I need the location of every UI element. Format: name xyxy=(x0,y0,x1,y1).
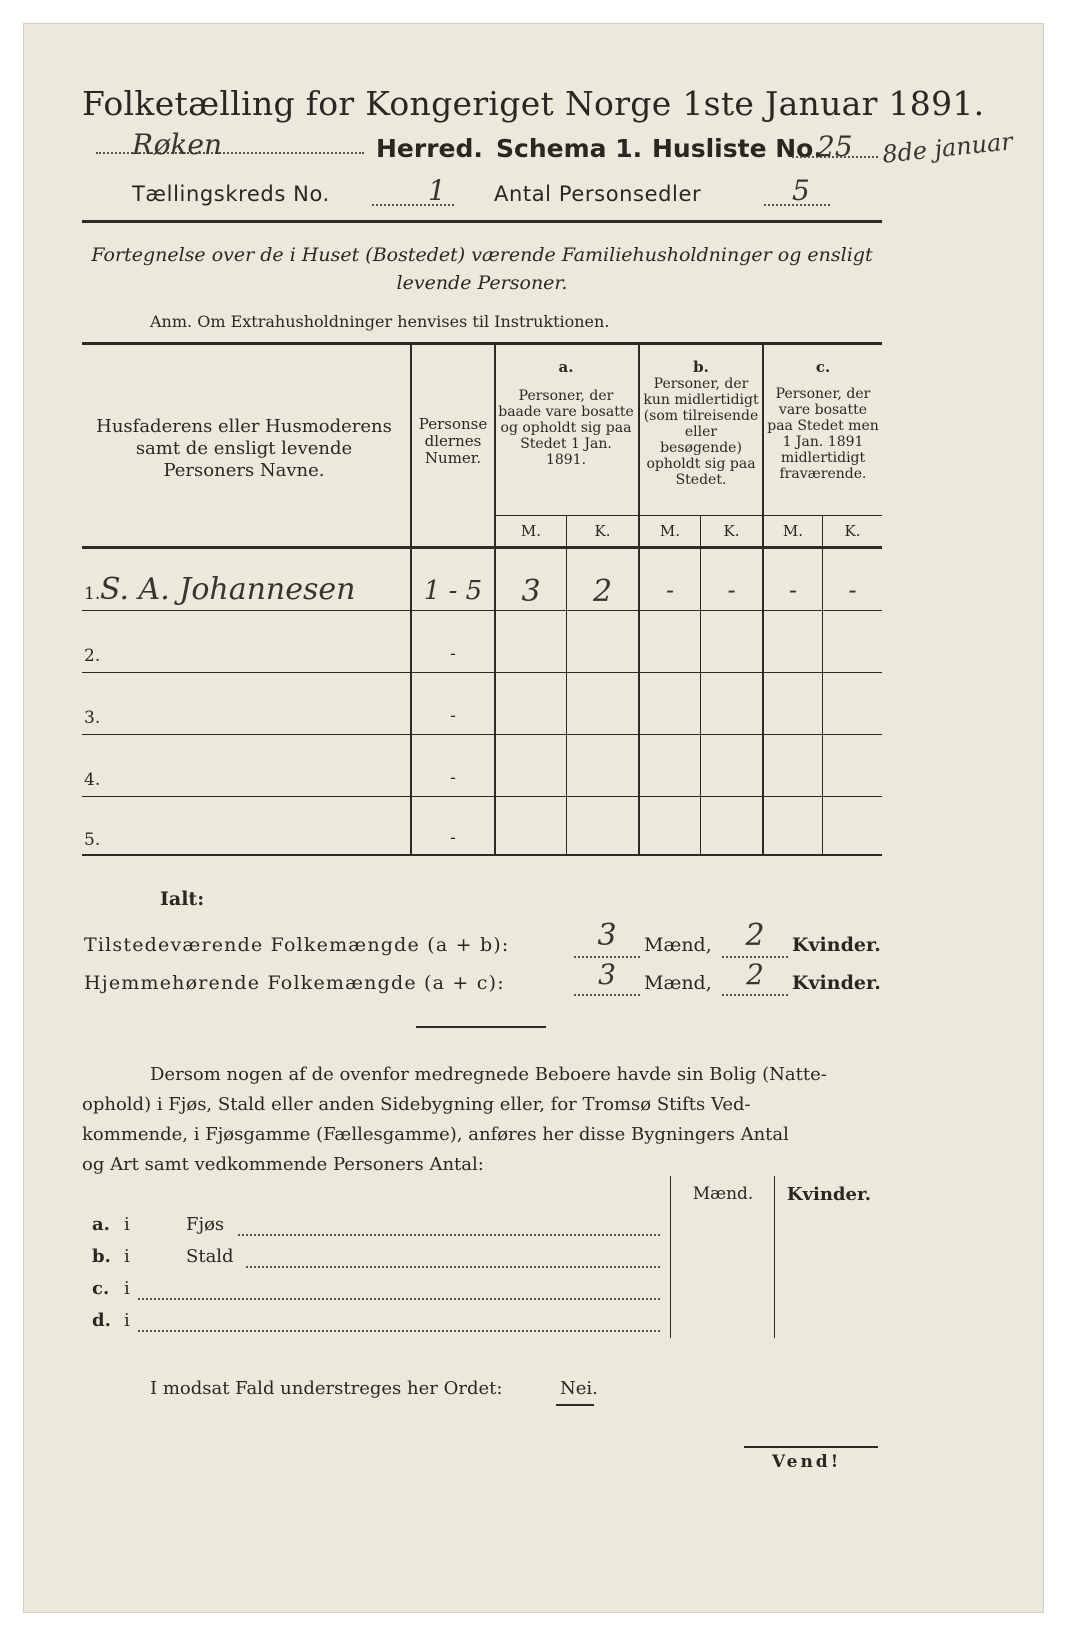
row-1-numer: 1 - 5 xyxy=(423,576,483,606)
personsedler-value: 5 xyxy=(792,174,810,207)
buildings-maend-header: Mænd. xyxy=(692,1184,754,1204)
a-k-label: K. xyxy=(594,522,611,540)
herred-label: Herred. xyxy=(376,134,483,163)
building-d-letter: d. xyxy=(92,1310,111,1331)
building-b-dots xyxy=(246,1266,660,1268)
header-rule xyxy=(82,220,882,223)
col-header-names: Husfaderens eller Husmoderens samt de ensligt levende Personers Navne. xyxy=(96,416,392,481)
tilstede-label: Tilstedeværende Folkemængde (a + b): xyxy=(84,934,510,956)
nei-word: Nei. xyxy=(560,1378,598,1399)
census-form-page xyxy=(23,23,1044,1613)
row-5-number: 5. xyxy=(84,830,101,850)
row-rule-1 xyxy=(82,610,882,611)
c-k-label: K. xyxy=(844,522,861,540)
form-title: Folketælling for Kongeriget Norge 1ste Januar 1891. xyxy=(82,84,985,123)
col-b-letter: b. xyxy=(693,358,709,376)
anm-note: Anm. Om Extrahusholdninger henvises til Instruktionen. xyxy=(150,312,610,331)
row-rule-3 xyxy=(82,734,882,735)
buildings-para-1: Dersom nogen af de ovenfor medregnede Beboere havde sin Bolig (Natte- xyxy=(150,1064,827,1085)
husliste-value: 25 xyxy=(817,130,853,163)
herred-value: Røken xyxy=(132,128,223,161)
hjemme-kvinder: 2 xyxy=(746,958,764,991)
mk-subheader-rule xyxy=(494,515,882,516)
b-k-label: K. xyxy=(723,522,740,540)
hjemme-kvinder-line xyxy=(722,994,788,996)
row-rule-2 xyxy=(82,672,882,673)
col-b-text: Personer, der kun midlertidigt (som tilreisende eller besøgende) opholdt sig paa Stedet. xyxy=(643,376,759,488)
row-1-a-k: 2 xyxy=(592,574,613,609)
vend-text: Vend! xyxy=(772,1452,842,1472)
table-bottom-rule xyxy=(82,854,882,856)
hjemme-label: Hjemmehørende Folkemængde (a + c): xyxy=(84,972,505,994)
hjemme-kvinder-label: Kvinder. xyxy=(792,972,881,994)
building-a-prep: i xyxy=(124,1214,130,1235)
buildings-para-4: og Art samt vedkommende Personers Antal: xyxy=(82,1154,484,1175)
tilstede-maend: 3 xyxy=(597,918,617,953)
col-line-b-mk xyxy=(700,516,701,854)
building-a-label: Fjøs xyxy=(186,1214,225,1235)
row-1-b-m: - xyxy=(665,576,675,604)
kreds-value: 1 xyxy=(428,174,446,207)
schema-label: Schema 1. xyxy=(496,134,643,163)
intro-line-1: Fortegnelse over de i Huset (Bostedet) værende Familiehusholdninger og ensligt xyxy=(91,244,873,266)
col-a-text: Personer, der baade vare bosatte og opholdt sig paa Stedet 1 Jan. 1891. xyxy=(498,388,634,468)
building-b-letter: b. xyxy=(92,1246,111,1267)
col-line-c-mk xyxy=(822,516,823,854)
row-3-numer: - xyxy=(450,706,456,726)
building-b-label: Stald xyxy=(186,1246,234,1267)
col-c-text: Personer, der vare bosatte paa Stedet men 1 Jan. 1891 midlertidigt fraværende. xyxy=(767,386,879,482)
building-a-letter: a. xyxy=(92,1214,110,1235)
vend-rule xyxy=(744,1446,878,1448)
tilstede-kvinder: 2 xyxy=(745,918,765,953)
building-c-letter: c. xyxy=(92,1278,110,1299)
row-1-c-m: - xyxy=(788,576,798,604)
col-header-numer: Personsedlernes Numer. xyxy=(418,415,488,467)
col-line-a-mk xyxy=(566,516,567,854)
hjemme-maend-line xyxy=(574,994,640,996)
col-c-letter: c. xyxy=(815,358,831,376)
intro-line-2: levende Personer. xyxy=(396,272,568,294)
row-1-number: 1. xyxy=(84,584,101,604)
row-2-number: 2. xyxy=(84,646,101,666)
building-d-prep: i xyxy=(124,1310,130,1331)
building-a-dots xyxy=(238,1234,660,1236)
section-divider xyxy=(416,1026,546,1028)
ialt-label: Ialt: xyxy=(160,888,205,910)
nei-underline xyxy=(556,1404,594,1406)
row-1-b-k: - xyxy=(727,576,736,604)
col-a-letter: a. xyxy=(558,358,574,376)
hjemme-maend: 3 xyxy=(598,958,616,991)
tilstede-maend-label: Mænd, xyxy=(644,934,712,956)
building-d-dots xyxy=(138,1330,660,1332)
tilstede-kvinder-label: Kvinder. xyxy=(792,934,881,956)
buildings-kvinder-header: Kvinder. xyxy=(786,1184,872,1205)
husliste-note: 8de januar xyxy=(880,127,1015,169)
a-m-label: M. xyxy=(520,522,542,540)
personsedler-label: Antal Personsedler xyxy=(494,182,702,206)
modsat-text: I modsat Fald understreges her Ordet: xyxy=(150,1378,503,1399)
building-c-prep: i xyxy=(124,1278,130,1299)
row-4-number: 4. xyxy=(84,770,101,790)
row-4-numer: - xyxy=(450,768,456,788)
building-c-dots xyxy=(138,1298,660,1300)
buildings-para-3: kommende, i Fjøsgamme (Fællesgamme), anføres her disse Bygningers Antal xyxy=(82,1124,789,1145)
buildings-col-line-1 xyxy=(670,1176,671,1338)
row-rule-4 xyxy=(82,796,882,797)
row-2-numer: - xyxy=(450,644,456,664)
row-1-name: S. A. Johannesen xyxy=(100,572,356,607)
building-b-prep: i xyxy=(124,1246,130,1267)
row-3-number: 3. xyxy=(84,708,101,728)
row-1-a-m: 3 xyxy=(521,574,541,609)
c-m-label: M. xyxy=(782,522,804,540)
kreds-label: Tællingskreds No. xyxy=(132,182,330,206)
buildings-col-line-2 xyxy=(774,1176,775,1338)
hjemme-maend-label: Mænd, xyxy=(644,972,712,994)
b-m-label: M. xyxy=(659,522,681,540)
husliste-label: Husliste No. xyxy=(652,134,823,163)
buildings-para-2: ophold) i Fjøs, Stald eller anden Sidebygning eller, for Tromsø Stifts Ved- xyxy=(82,1094,751,1115)
row-1-c-k: - xyxy=(848,576,857,604)
row-5-numer: - xyxy=(450,828,456,848)
